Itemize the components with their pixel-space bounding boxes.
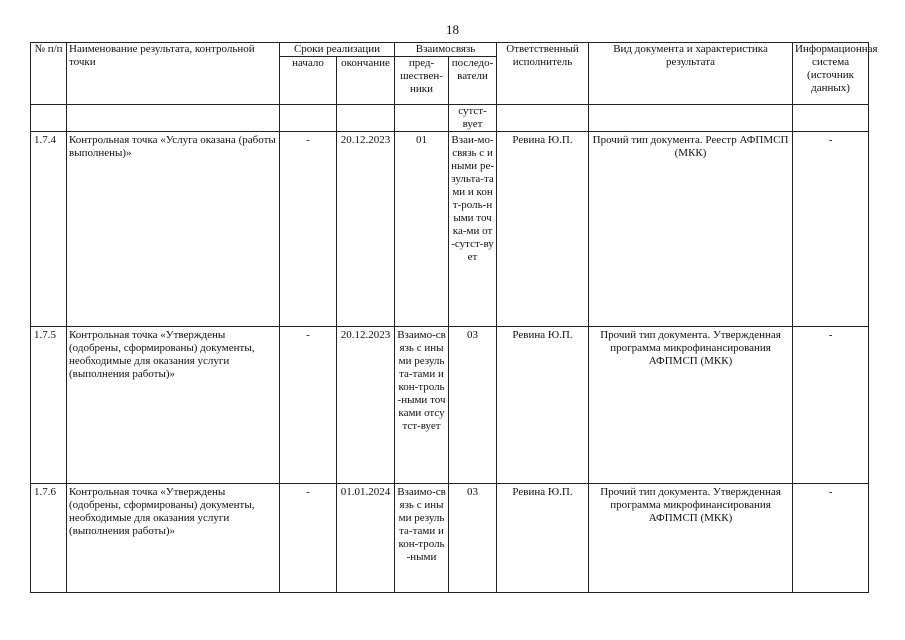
header-row [31,43,869,57]
table-row [31,132,869,327]
row-start: - [280,327,337,484]
row-responsible: Ревина Ю.П. [497,484,589,593]
row-end: 20.12.2023 [337,132,395,327]
row-name: Контрольная точка «Услуга оказана (работы выполнены)» [67,132,280,327]
row-doc-type: Прочий тип документа. Утвержденная программа микрофинансирования АФПМСП (МКК) [589,327,793,484]
row-successors: Взаи-мо-связь с иными ре-зульта-тами и конт-роль-ными точка-ми от-сутст-вует [449,132,497,327]
table-row-continuation [31,105,869,132]
row-successors: 03 [449,484,497,593]
row-end: 20.12.2023 [337,327,395,484]
row-info-system: - [793,484,869,593]
header-successors: последо-ватели [449,57,497,105]
continuation-successors: сутст-вует [449,105,497,132]
row-info-system: - [793,327,869,484]
row-num: 1.7.5 [31,327,67,484]
row-predecessors: Взаимо-связь с иными результа-тами и кон-троль-ными [395,484,449,593]
row-successors: 03 [449,327,497,484]
row-responsible: Ревина Ю.П. [497,132,589,327]
header-relation: Взаимосвязь [395,43,497,57]
header-predecessors: пред-шествен-ники [395,57,449,105]
header-periods: Сроки реализации [280,43,395,57]
header-end: окончание [337,57,395,105]
header-doc-type: Вид документа и характеристика результата [589,43,793,105]
header-info-system: Информационная система (источник данных) [793,43,869,105]
table-row [31,484,869,593]
row-predecessors: Взаимо-связь с иными результа-тами и кон-троль-ными точками отсутст-вует [395,327,449,484]
row-name: Контрольная точка «Утверждены (одобрены, сформированы) документы, необходимые для оказания услуги (выполнения работы)» [67,484,280,593]
row-start: - [280,132,337,327]
row-name: Контрольная точка «Утверждены (одобрены, сформированы) документы, необходимые для оказания услуги (выполнения работы)» [67,327,280,484]
header-name: Наименование результата, контрольной точки [67,43,280,105]
row-doc-type: Прочий тип документа. Утвержденная программа микрофинансирования АФПМСП (МКК) [589,484,793,593]
row-doc-type: Прочий тип документа. Реестр АФПМСП (МКК) [589,132,793,327]
row-info-system: - [793,132,869,327]
page-number: 18 [446,22,459,37]
row-start: - [280,484,337,593]
results-table [30,42,878,593]
row-responsible: Ревина Ю.П. [497,327,589,484]
header-responsible: Ответственный исполнитель [497,43,589,105]
header-num: № п/п [31,43,67,105]
row-predecessors: 01 [395,132,449,327]
row-num: 1.7.4 [31,132,67,327]
table-row [31,327,869,484]
row-end: 01.01.2024 [337,484,395,593]
header-start: начало [280,57,337,105]
row-num: 1.7.6 [31,484,67,593]
